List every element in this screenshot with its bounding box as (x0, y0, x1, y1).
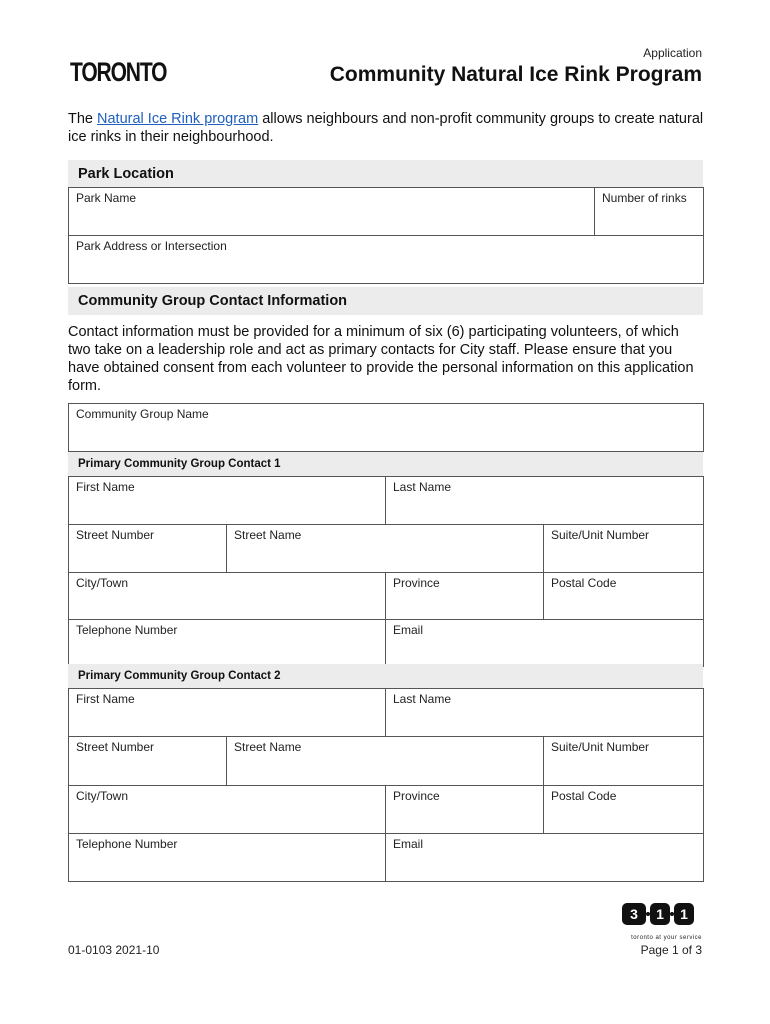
contact2-phone-field[interactable] (69, 834, 386, 881)
contact2-province-field[interactable] (386, 786, 544, 833)
badge-digit-3: 3 (630, 906, 638, 922)
contact1-first-name-field[interactable] (69, 477, 386, 524)
contact2-table (68, 688, 704, 882)
contact1-postal-label: Postal Code (551, 576, 617, 590)
contact1-band: Primary Community Group Contact 1 (68, 452, 703, 476)
contact1-phone-label: Telephone Number (76, 623, 178, 637)
contact1-city-field[interactable] (69, 573, 386, 619)
contact2-band: Primary Community Group Contact 2 (68, 664, 703, 688)
badge-digit-1a: 1 (656, 906, 664, 922)
badge-digit-1b: 1 (680, 906, 688, 922)
contact2-last-name-label: Last Name (393, 692, 452, 706)
page-title: Community Natural Ice Rink Program (329, 63, 702, 86)
group-name-table (68, 403, 704, 452)
contact1-first-name-label: First Name (76, 480, 135, 494)
contact2-province-label: Province (393, 789, 440, 803)
number-of-rinks-field[interactable] (595, 188, 703, 235)
contact1-last-name-field[interactable] (386, 477, 703, 524)
contact1-email-field[interactable] (386, 620, 703, 666)
contact1-street-name-field[interactable] (227, 525, 544, 572)
contact2-email-label: Email (393, 837, 424, 851)
contact2-suite-label: Suite/Unit Number (551, 740, 650, 754)
number-of-rinks-label: Number of rinks (602, 191, 687, 205)
program-link[interactable]: Natural Ice Rink program (97, 111, 259, 127)
form-code: 01-0103 2021-10 (68, 943, 160, 957)
contact2-first-name-label: First Name (76, 692, 135, 706)
toronto-logo (68, 48, 188, 86)
contact1-city-label: City/Town (76, 576, 129, 590)
park-name-field[interactable] (69, 188, 595, 235)
contact2-email-field[interactable] (386, 834, 703, 881)
park-location-heading: Park Location (78, 166, 174, 182)
community-group-name-label: Community Group Name (76, 407, 209, 421)
community-contact-heading: Community Group Contact Information (78, 293, 348, 309)
contact1-phone-field[interactable] (69, 620, 386, 666)
311-badge (612, 902, 702, 941)
consent-paragraph: Contact information must be provided for a minimum of six (6) participating volunteers, of which two take on a leadership role and act as primary contacts for City staff. Please ensure that you have obtained consent from each volunteer to provide the personal information on this application form. (68, 324, 694, 394)
contact1-street-name-label: Street Name (234, 528, 302, 542)
contact2-postal-field[interactable] (544, 786, 703, 833)
park-location-band (68, 160, 703, 188)
311-logo-icon (612, 902, 702, 928)
park-address-label: Park Address or Intersection (76, 239, 227, 253)
contact2-street-number-field[interactable] (69, 737, 227, 785)
park-location-table (68, 187, 704, 284)
contact1-table (68, 476, 704, 667)
document-type: Application (643, 46, 702, 60)
contact1-email-label: Email (393, 623, 424, 637)
logo-wordmark: TORONTO (70, 57, 167, 87)
park-address-field[interactable] (69, 236, 703, 283)
contact2-last-name-field[interactable] (386, 689, 703, 736)
community-contact-band (68, 287, 703, 315)
contact2-street-name-label: Street Name (234, 740, 302, 754)
contact2-street-number-label: Street Number (76, 740, 155, 754)
badge-tagline: toronto at your service (631, 935, 702, 941)
contact1-suite-field[interactable] (544, 525, 703, 572)
contact2-first-name-field[interactable] (69, 689, 386, 736)
contact1-province-field[interactable] (386, 573, 544, 619)
contact1-street-number-label: Street Number (76, 528, 155, 542)
contact2-phone-label: Telephone Number (76, 837, 178, 851)
page-number: Page 1 of 3 (640, 943, 702, 957)
contact1-province-label: Province (393, 576, 440, 590)
contact1-suite-label: Suite/Unit Number (551, 528, 650, 542)
contact1-last-name-label: Last Name (393, 480, 452, 494)
contact2-street-name-field[interactable] (227, 737, 544, 785)
contact1-postal-field[interactable] (544, 573, 703, 619)
intro-text (68, 110, 708, 146)
contact2-city-field[interactable] (69, 786, 386, 833)
contact2-city-label: City/Town (76, 789, 129, 803)
contact1-street-number-field[interactable] (69, 525, 227, 572)
contact2-suite-field[interactable] (544, 737, 703, 785)
intro-prefix: The (68, 111, 98, 127)
park-name-label: Park Name (76, 191, 137, 205)
contact2-postal-label: Postal Code (551, 789, 617, 803)
intro-suffix: allows neighbours and non-profit community groups to create natural ice rinks in their neighbourhood. (68, 111, 704, 145)
community-group-name-field[interactable] (69, 404, 703, 451)
